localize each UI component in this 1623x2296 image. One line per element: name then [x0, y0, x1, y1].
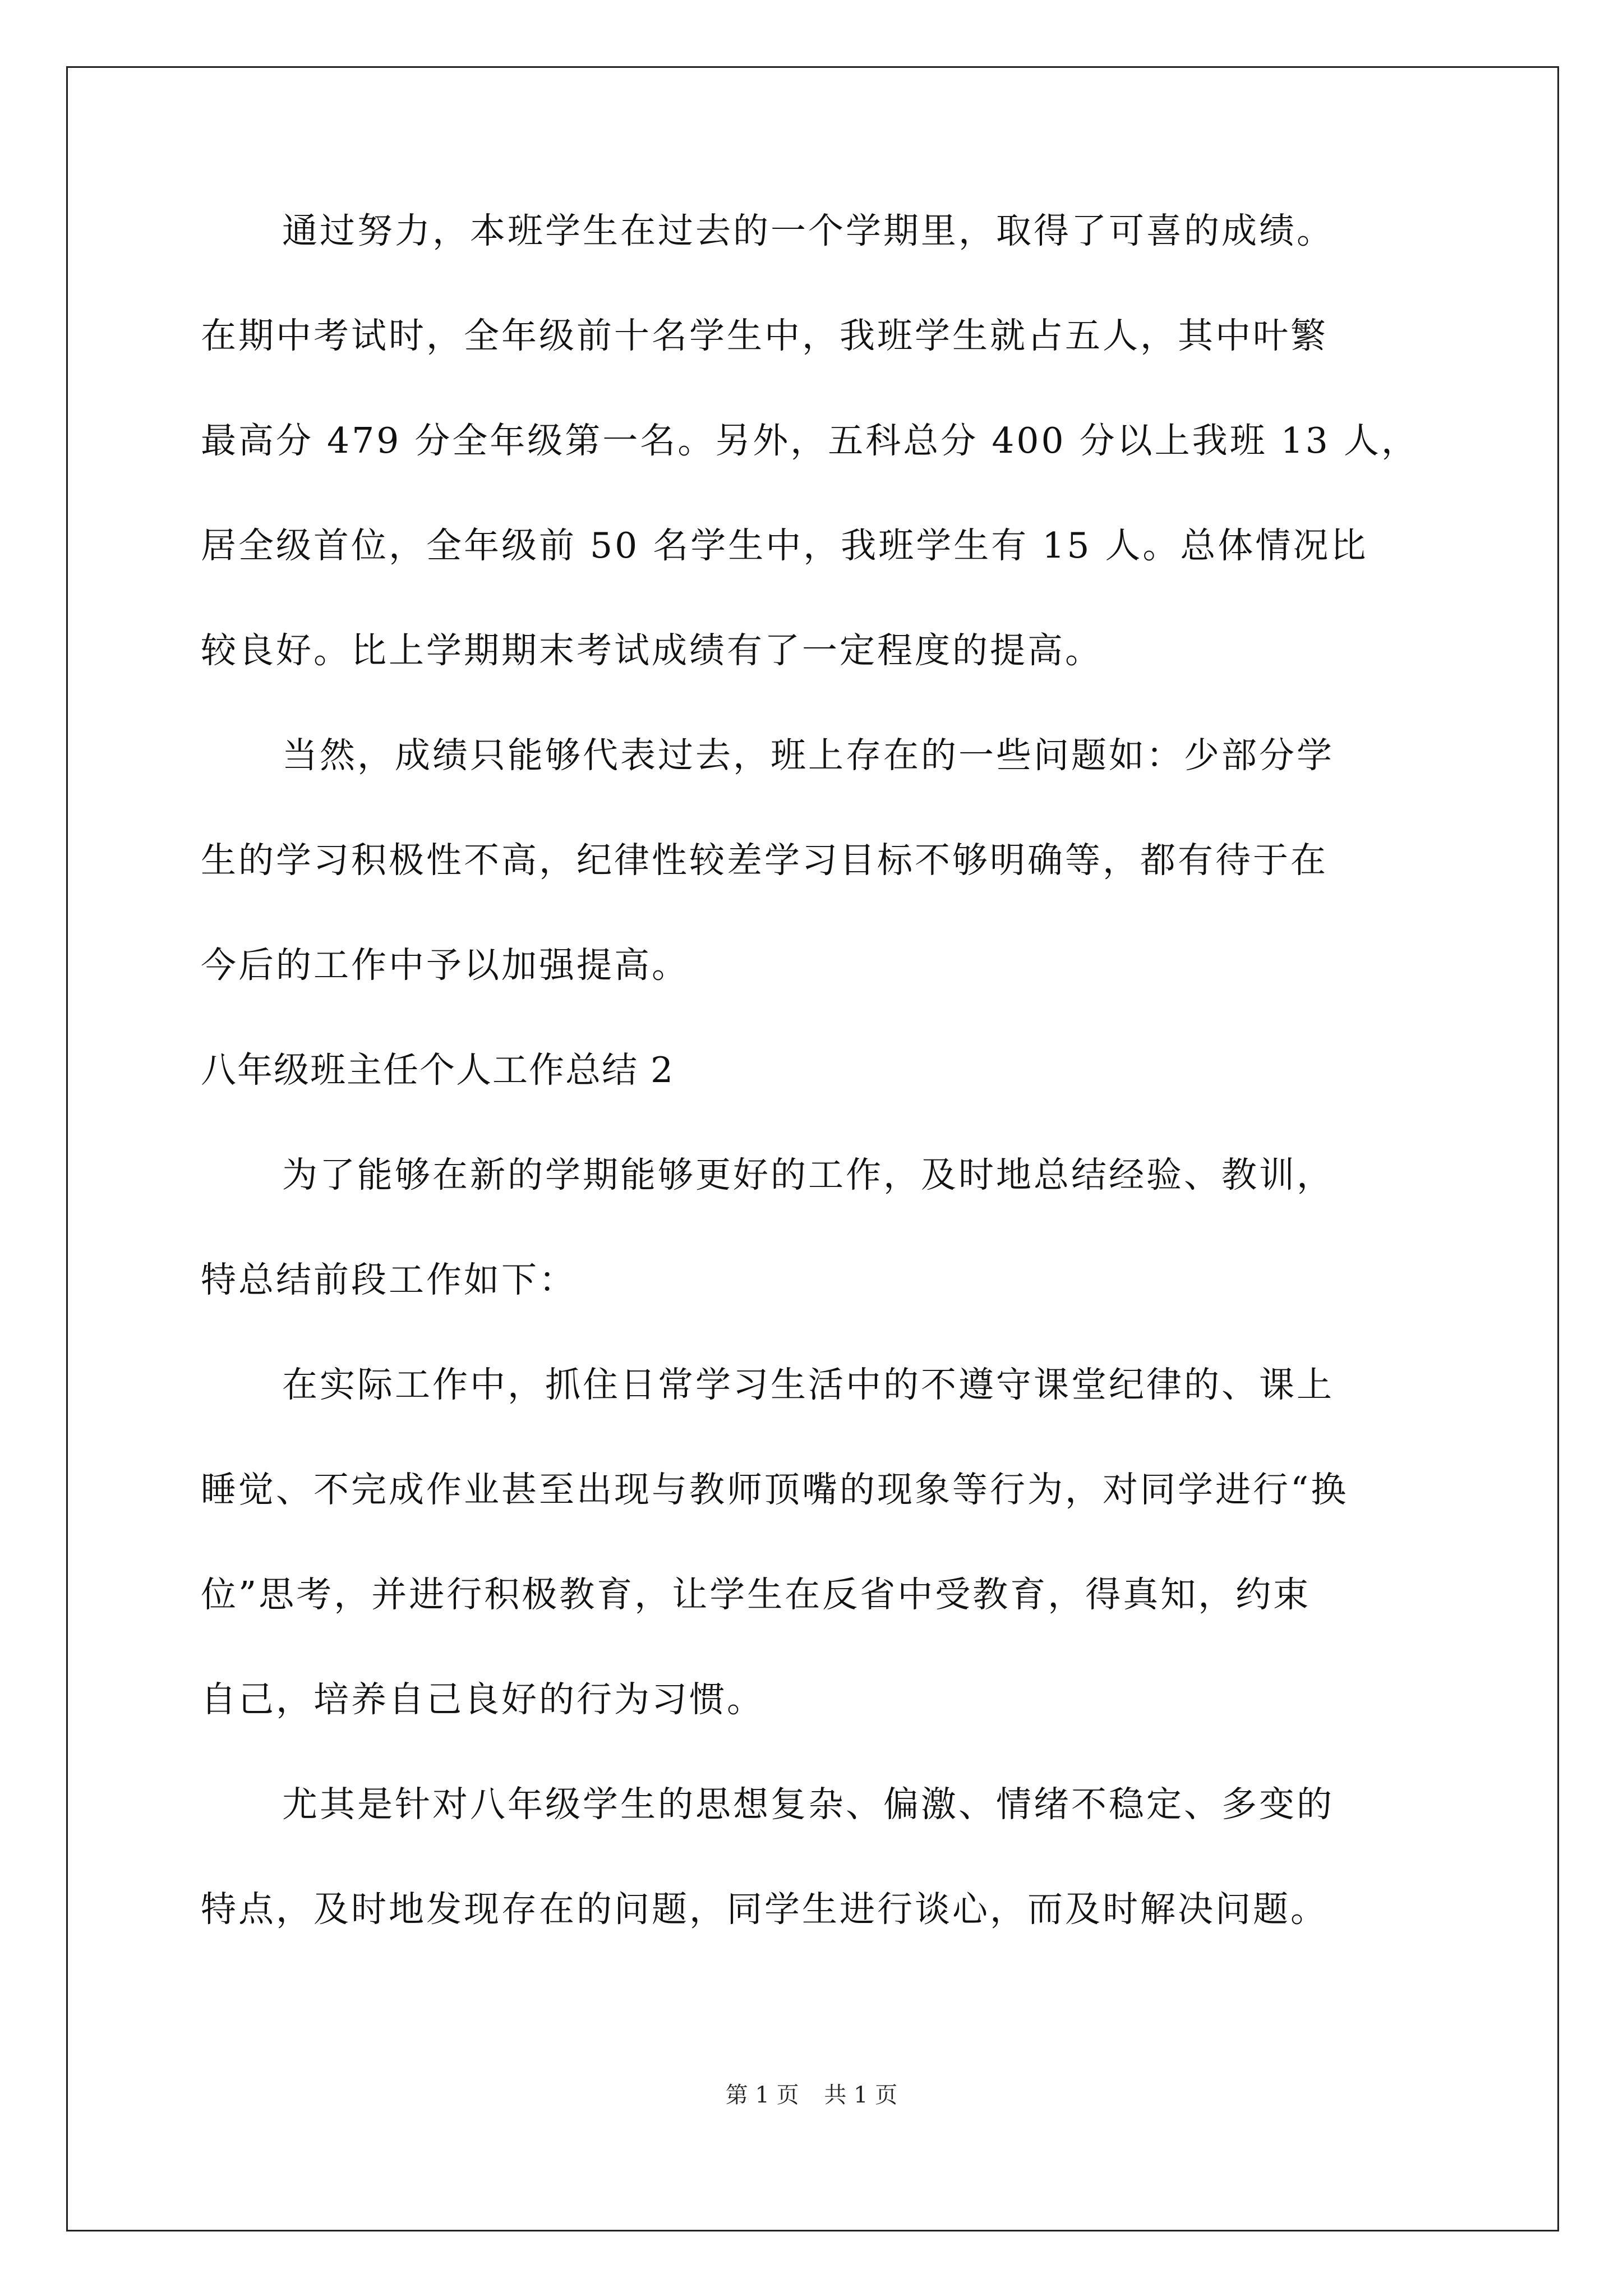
text-line: 位”思考，并进行积极教育，让学生在反省中受教育，得真知，约束	[201, 1574, 1311, 1615]
text-line: 通过努力，本班学生在过去的一个学期里，取得了可喜的成绩。	[282, 210, 1334, 251]
paragraph	[201, 1363, 1429, 1722]
text-line: 在实际工作中，抓住日常学习生活中的不遵守课堂纪律的、课上	[282, 1364, 1334, 1405]
text-line: 睡觉、不完成作业甚至出现与教师顶嘴的现象等行为，对同学进行“换	[201, 1469, 1349, 1510]
paragraph	[201, 733, 1429, 988]
text-line: 较良好。比上学期期末考试成绩有了一定程度的提高。	[201, 630, 1103, 671]
text-line: 特总结前段工作如下：	[201, 1259, 577, 1300]
text-line: 特点，及时地发现存在的问题，同学生进行谈心，而及时解决问题。	[201, 1889, 1328, 1930]
text-line: 在期中考试时，全年级前十名学生中，我班学生就占五人，其中叶繁	[201, 315, 1328, 356]
text-line: 居全级首位，全年级前 50 名学生中，我班学生有 15 人。总体情况比	[201, 525, 1368, 566]
text-line: 生的学习积极性不高，纪律性较差学习目标不够明确等，都有待于在	[201, 840, 1328, 881]
text-line: 尤其是针对八年级学生的思想复杂、偏激、情绪不稳定、多变的	[282, 1784, 1334, 1825]
text-line: 最高分 479 分全年级第一名。另外，五科总分 400 分以上我班 13 人，	[201, 420, 1419, 461]
text-line: 自己，培养自己良好的行为习惯。	[201, 1679, 764, 1720]
page-total: 共 1 页	[824, 2082, 898, 2108]
text-line: 为了能够在新的学期能够更好的工作，及时地总结经验、教训，	[282, 1154, 1334, 1195]
paragraph	[201, 1782, 1429, 1932]
document-body	[201, 209, 1429, 1932]
page-footer	[0, 2081, 1623, 2109]
page-number: 第 1 页	[725, 2082, 799, 2108]
text-line: 今后的工作中予以加强提高。	[201, 945, 689, 986]
paragraph	[201, 1153, 1429, 1303]
paragraph	[201, 209, 1429, 673]
section-heading: 八年级班主任个人工作总结 2	[201, 1050, 675, 1091]
text-line: 当然，成绩只能够代表过去，班上存在的一些问题如：少部分学	[282, 735, 1334, 776]
